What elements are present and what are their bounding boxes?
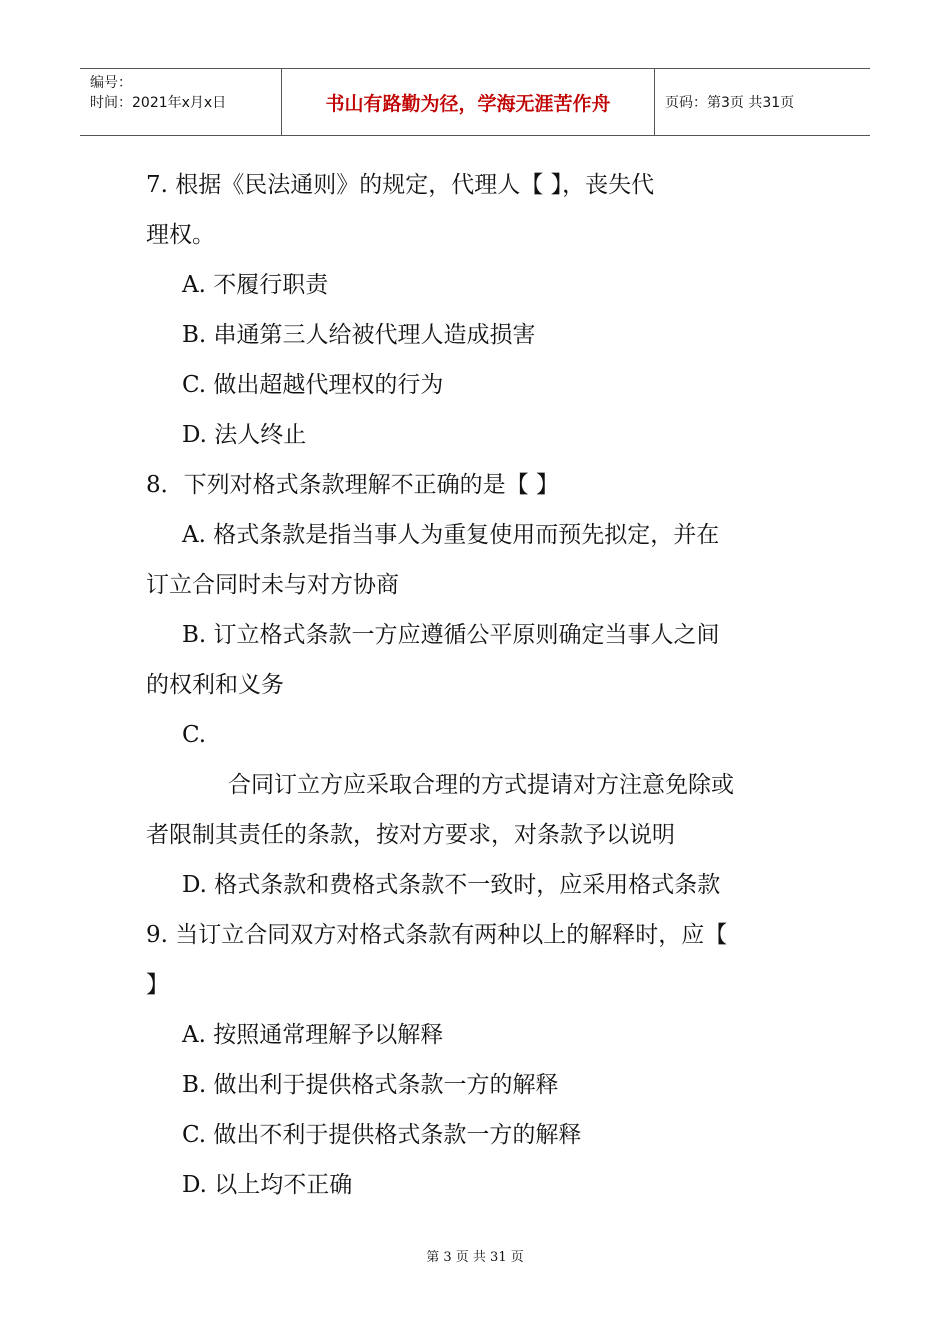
question-8-option-c-line-1: 合同订立方应采取合理的方式提请对方注意免除或 [228,772,734,798]
question-9-option-c: C. 做出不利于提供格式条款一方的解释 [182,1122,582,1148]
page-header [80,68,870,136]
header-page-info: 页码：第3页 共31页 [665,95,795,111]
time-label: 时间：2021年x月x日 [90,95,227,111]
question-7-line-2: 理权。 [146,222,215,248]
page-footer: 第 3 页 共 31 页 [426,1250,524,1265]
document-body [146,160,816,1210]
question-7-option-a: A. 不履行职责 [182,272,329,298]
question-9-option-a: A. 按照通常理解予以解释 [182,1022,444,1048]
question-9-option-b: B. 做出利于提供格式条款一方的解释 [182,1072,559,1098]
question-9-stem-line-2: 】 [146,972,169,998]
question-9-option-d: D. 以上均不正确 [182,1172,353,1198]
question-8-option-b-line-1: B. 订立格式条款一方应遵循公平原则确定当事人之间 [182,622,720,648]
number-label: 编号： [90,75,132,91]
question-8-option-a-line-1: A. 格式条款是指当事人为重复使用而预先拟定，并在 [182,522,720,548]
question-8-option-d: D. 格式条款和费格式条款不一致时，应采用格式条款 [182,872,721,898]
question-9-stem-line-1: 9. 当订立合同双方对格式条款有两种以上的解释时，应【 [146,922,728,948]
question-7-line-1: 7. 根据《民法通则》的规定，代理人【 】，丧失代 [146,172,655,198]
header-motto: 书山有路勤为径，学海无涯苦作舟 [282,69,655,135]
question-8-option-c-line-2: 者限制其责任的条款，按对方要求，对条款予以说明 [146,822,675,848]
question-8-stem: 8．下列对格式条款理解不正确的是【 】 [146,472,559,498]
question-7-option-c: C. 做出超越代理权的行为 [182,372,444,398]
question-7-option-d: D. 法人终止 [182,422,307,448]
question-8-option-b-line-2: 的权利和义务 [146,672,284,698]
question-8-option-a-line-2: 订立合同时未与对方协商 [146,572,399,598]
question-7-option-b: B. 串通第三人给被代理人造成损害 [182,322,536,348]
question-8-option-c-label: C. [182,722,207,748]
header-meta [80,69,282,135]
